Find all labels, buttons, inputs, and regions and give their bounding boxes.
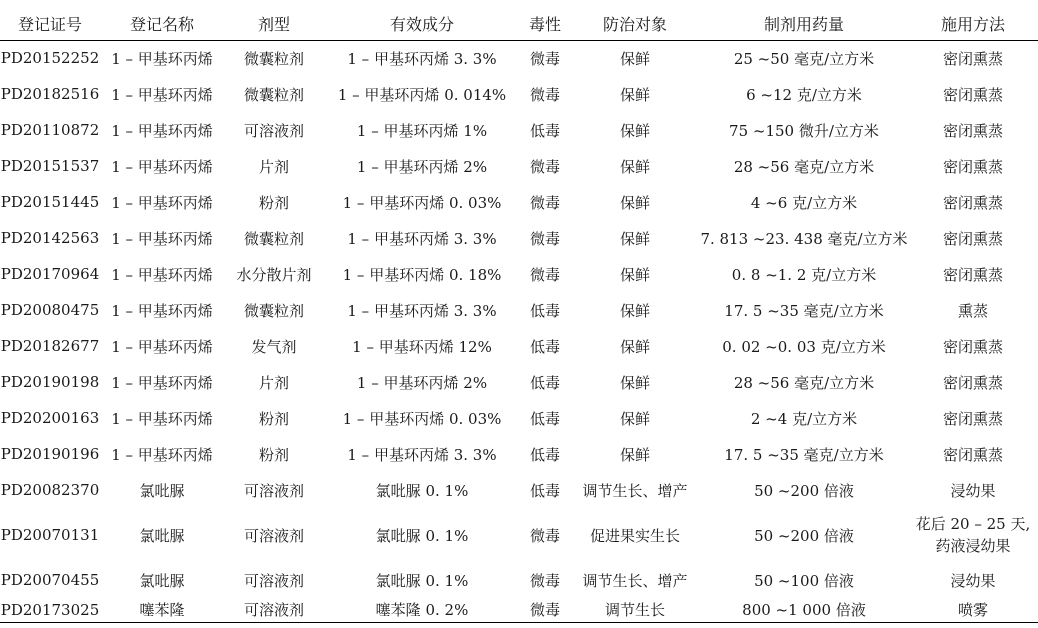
cell-dosage: 0. 02 ~0. 03 克/立方米	[722, 337, 886, 356]
cell-target: 调节生长、增产	[582, 481, 688, 500]
header-active-ingredient: 有效成分	[324, 8, 520, 40]
cell-toxicity: 低毒	[529, 481, 560, 500]
header-toxicity: 毒性	[520, 8, 570, 40]
cell-toxicity: 微毒	[529, 229, 560, 248]
cell-toxicity: 微毒	[529, 526, 560, 545]
cell-dosage: 25 ~50 毫克/立方米	[733, 49, 875, 68]
cell-name: 1 – 甲基环丙烯	[111, 49, 213, 68]
cell-toxicity: 微毒	[529, 85, 560, 104]
cell-method: 浸幼果	[950, 571, 996, 590]
cell-name: 1 – 甲基环丙烯	[111, 301, 213, 320]
cell-ingredient: 氯吡脲 0. 1%	[375, 526, 469, 545]
cell-method: 浸幼果	[950, 481, 996, 500]
table-row	[0, 508, 1038, 562]
header-dosage: 制剂用药量	[700, 8, 908, 40]
cell-dosage: 28 ~56 毫克/立方米	[733, 157, 875, 176]
cell-ingredient: 1 – 甲基环丙烯 1%	[356, 121, 488, 140]
cell-target: 保鲜	[619, 445, 650, 464]
cell-form: 片剂	[258, 157, 289, 176]
cell-target: 保鲜	[619, 373, 650, 392]
header-row	[0, 8, 1038, 40]
cell-dosage: 7. 813 ~23. 438 毫克/立方米	[700, 229, 908, 248]
cell-form: 微囊粒剂	[243, 229, 304, 248]
header-registration-name: 登记名称	[100, 8, 224, 40]
cell-code: PD20200163	[0, 409, 100, 427]
cell-form: 微囊粒剂	[243, 49, 304, 68]
table-row	[0, 256, 1038, 292]
header-formulation: 剂型	[224, 8, 324, 40]
cell-toxicity: 微毒	[520, 598, 570, 622]
cell-dosage: 2 ~4 克/立方米	[750, 409, 858, 428]
cell-form: 可溶液剂	[243, 481, 304, 500]
pesticide-registration-table	[0, 8, 1038, 623]
cell-name: 1 – 甲基环丙烯	[111, 193, 213, 212]
cell-name: 1 – 甲基环丙烯	[111, 445, 213, 464]
cell-code: PD20190196	[0, 445, 100, 463]
cell-form: 微囊粒剂	[243, 85, 304, 104]
table-row	[0, 364, 1038, 400]
cell-dosage: 50 ~200 倍液	[754, 526, 854, 545]
cell-code: PD20182677	[0, 337, 100, 355]
cell-target: 保鲜	[619, 229, 650, 248]
table-row	[0, 472, 1038, 508]
cell-code: PD20070131	[0, 526, 100, 544]
cell-toxicity: 低毒	[529, 337, 560, 356]
cell-dosage: 17. 5 ~35 毫克/立方米	[724, 445, 884, 464]
cell-target: 保鲜	[619, 193, 650, 212]
table-row	[0, 328, 1038, 364]
cell-ingredient: 1 – 甲基环丙烯 3. 3%	[347, 229, 497, 248]
cell-dosage: 50 ~100 倍液	[754, 571, 854, 590]
cell-name: 1 – 甲基环丙烯	[111, 337, 213, 356]
cell-name: 噻苯隆	[100, 598, 224, 622]
cell-name: 氯吡脲	[139, 571, 185, 590]
cell-target: 保鲜	[619, 337, 650, 356]
cell-method: 喷雾	[908, 598, 1038, 622]
cell-ingredient: 1 – 甲基环丙烯 0. 014%	[337, 85, 507, 104]
table-row	[0, 112, 1038, 148]
cell-target: 促进果实生长	[589, 526, 680, 545]
header-registration-code: 登记证号	[0, 8, 100, 40]
cell-form: 粉剂	[258, 193, 289, 212]
cell-name: 1 – 甲基环丙烯	[111, 157, 213, 176]
cell-name: 氯吡脲	[139, 526, 185, 545]
cell-method: 密闭熏蒸	[942, 445, 1003, 464]
cell-dosage: 28 ~56 毫克/立方米	[733, 373, 875, 392]
cell-code: PD20142563	[0, 229, 100, 247]
cell-method	[908, 508, 1038, 562]
cell-toxicity: 低毒	[529, 445, 560, 464]
table-header	[0, 8, 1038, 40]
cell-target: 保鲜	[619, 265, 650, 284]
table-row	[0, 598, 1038, 622]
cell-form: 发气剂	[251, 337, 297, 356]
cell-ingredient: 1 – 甲基环丙烯 3. 3%	[347, 49, 497, 68]
cell-toxicity: 微毒	[529, 193, 560, 212]
cell-dosage: 17. 5 ~35 毫克/立方米	[724, 301, 884, 320]
cell-toxicity: 低毒	[529, 121, 560, 140]
cell-ingredient: 噻苯隆 0. 2%	[324, 598, 520, 622]
cell-code: PD20182516	[0, 85, 100, 103]
cell-dosage: 0. 8 ~1. 2 克/立方米	[731, 265, 877, 284]
cell-ingredient: 氯吡脲 0. 1%	[375, 571, 469, 590]
cell-form: 可溶液剂	[224, 598, 324, 622]
method-line-1: 花后 20 – 25 天,	[915, 515, 1031, 533]
cell-ingredient: 1 – 甲基环丙烯 12%	[352, 337, 492, 356]
cell-name: 氯吡脲	[139, 481, 185, 500]
table-row	[0, 148, 1038, 184]
cell-ingredient: 1 – 甲基环丙烯 3. 3%	[347, 301, 497, 320]
cell-target: 调节生长、增产	[582, 571, 688, 590]
cell-form: 粉剂	[258, 409, 289, 428]
cell-name: 1 – 甲基环丙烯	[111, 85, 213, 104]
table-row	[0, 220, 1038, 256]
cell-method: 密闭熏蒸	[942, 373, 1003, 392]
cell-code: PD20080475	[0, 301, 100, 319]
cell-ingredient: 1 – 甲基环丙烯 0. 03%	[342, 409, 502, 428]
cell-method: 密闭熏蒸	[942, 85, 1003, 104]
cell-target: 保鲜	[619, 121, 650, 140]
cell-name: 1 – 甲基环丙烯	[111, 121, 213, 140]
cell-ingredient: 1 – 甲基环丙烯 0. 18%	[342, 265, 502, 284]
cell-method: 密闭熏蒸	[942, 49, 1003, 68]
cell-dosage: 4 ~6 克/立方米	[750, 193, 858, 212]
cell-target: 保鲜	[619, 301, 650, 320]
cell-code: PD20170964	[0, 265, 100, 283]
table-row	[0, 436, 1038, 472]
cell-method: 密闭熏蒸	[942, 193, 1003, 212]
cell-code: PD20151445	[0, 193, 100, 211]
cell-code: PD20110872	[0, 121, 100, 139]
cell-form: 可溶液剂	[243, 526, 304, 545]
cell-method: 密闭熏蒸	[942, 265, 1003, 284]
cell-ingredient: 1 – 甲基环丙烯 2%	[356, 373, 488, 392]
table-row	[0, 400, 1038, 436]
table-row	[0, 184, 1038, 220]
cell-name: 1 – 甲基环丙烯	[111, 373, 213, 392]
cell-form: 微囊粒剂	[243, 301, 304, 320]
cell-form: 片剂	[258, 373, 289, 392]
table-row	[0, 292, 1038, 328]
cell-toxicity: 低毒	[529, 373, 560, 392]
cell-toxicity: 低毒	[529, 409, 560, 428]
cell-name: 1 – 甲基环丙烯	[111, 409, 213, 428]
header-target: 防治对象	[570, 8, 700, 40]
cell-code: PD20151537	[0, 157, 100, 175]
table-row	[0, 40, 1038, 76]
cell-toxicity: 微毒	[529, 49, 560, 68]
cell-code: PD20082370	[0, 481, 100, 499]
cell-method: 密闭熏蒸	[942, 121, 1003, 140]
cell-target: 保鲜	[619, 49, 650, 68]
cell-target: 保鲜	[619, 409, 650, 428]
cell-toxicity: 微毒	[529, 157, 560, 176]
table-row	[0, 76, 1038, 112]
cell-target: 保鲜	[619, 157, 650, 176]
cell-target: 调节生长	[570, 598, 700, 622]
cell-code: PD20173025	[0, 598, 100, 622]
cell-dosage: 75 ~150 微升/立方米	[729, 121, 879, 140]
cell-code: PD20190198	[0, 373, 100, 391]
cell-code: PD20070455	[0, 571, 100, 589]
cell-form: 水分散片剂	[236, 265, 312, 284]
cell-method: 密闭熏蒸	[942, 157, 1003, 176]
cell-method: 密闭熏蒸	[942, 337, 1003, 356]
cell-method: 熏蒸	[957, 301, 988, 320]
cell-dosage: 6 ~12 克/立方米	[746, 85, 862, 104]
cell-dosage: 50 ~200 倍液	[754, 481, 854, 500]
cell-method: 密闭熏蒸	[942, 229, 1003, 248]
cell-name: 1 – 甲基环丙烯	[111, 229, 213, 248]
cell-toxicity: 微毒	[529, 265, 560, 284]
cell-ingredient: 1 – 甲基环丙烯 0. 03%	[342, 193, 502, 212]
table-row	[0, 562, 1038, 598]
header-application-method: 施用方法	[908, 8, 1038, 40]
cell-ingredient: 1 – 甲基环丙烯 3. 3%	[347, 445, 497, 464]
cell-toxicity: 微毒	[529, 571, 560, 590]
cell-form: 可溶液剂	[243, 571, 304, 590]
cell-ingredient: 1 – 甲基环丙烯 2%	[356, 157, 488, 176]
cell-target: 保鲜	[619, 85, 650, 104]
cell-dosage: 800 ~1 000 倍液	[700, 598, 908, 622]
cell-ingredient: 氯吡脲 0. 1%	[375, 481, 469, 500]
cell-form: 粉剂	[258, 445, 289, 464]
cell-code: PD20152252	[0, 49, 100, 68]
method-line-2: 药液浸幼果	[935, 537, 1011, 555]
table-body	[0, 40, 1038, 622]
cell-toxicity: 低毒	[529, 301, 560, 320]
cell-name: 1 – 甲基环丙烯	[111, 265, 213, 284]
cell-method: 密闭熏蒸	[942, 409, 1003, 428]
cell-form: 可溶液剂	[243, 121, 304, 140]
